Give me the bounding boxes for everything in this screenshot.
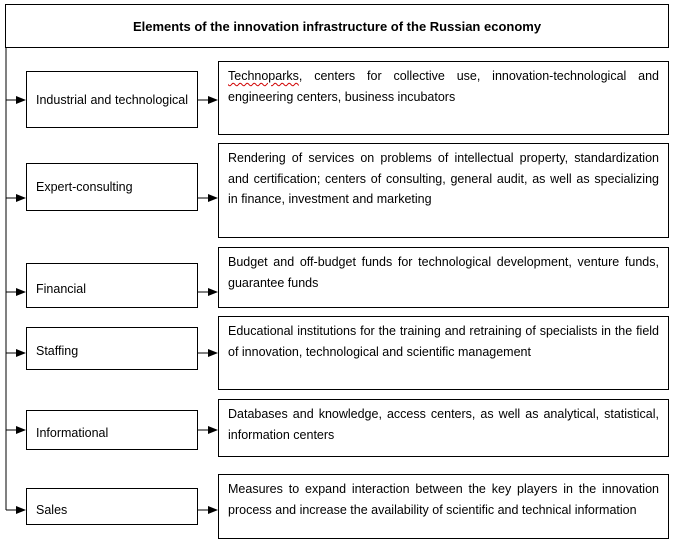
- category-box-industrial-technological: [26, 71, 198, 128]
- description-text: Measures to expand interaction between the key players in the innovation process and increase the availability of scientific and technical information: [228, 482, 659, 517]
- category-label: Financial: [36, 282, 87, 296]
- category-box-financial: [26, 263, 198, 308]
- category-box-sales: [26, 488, 198, 525]
- description-text: Budget and off-budget funds for technological development, venture funds, guarantee funds: [228, 255, 659, 290]
- description-box-staffing: [218, 316, 669, 390]
- category-label: Staffing: [36, 344, 79, 358]
- description-box-expert-consulting: [218, 143, 669, 238]
- description-text: Rendering of services on problems of intellectual property, standardization and certification; centers of consulting, general audit, as well as specializing in finance, investment and marketing: [228, 151, 659, 206]
- description-text: Technoparks, centers for collective use, innovation-technological and engineering centers, business incubators: [228, 69, 659, 104]
- description-first-word: Technoparks: [228, 69, 299, 83]
- description-text: Databases and knowledge, access centers, as well as analytical, statistical, information centers: [228, 407, 659, 442]
- category-box-informational: [26, 410, 198, 450]
- category-box-staffing: [26, 327, 198, 370]
- category-label: Sales: [36, 503, 68, 517]
- description-box-informational: [218, 399, 669, 457]
- description-box-financial: [218, 247, 669, 308]
- category-label: Informational: [36, 426, 109, 440]
- diagram-title: Elements of the innovation infrastructure of the Russian economy: [132, 18, 542, 34]
- category-label: Industrial and technological: [36, 92, 188, 107]
- description-box-industrial-technological: [218, 61, 669, 135]
- description-box-sales: [218, 474, 669, 539]
- description-text: Educational institutions for the training and retraining of specialists in the field of innovation, technological and scientific management: [228, 324, 659, 359]
- category-box-expert-consulting: [26, 163, 198, 211]
- category-label: Expert-consulting: [36, 180, 133, 194]
